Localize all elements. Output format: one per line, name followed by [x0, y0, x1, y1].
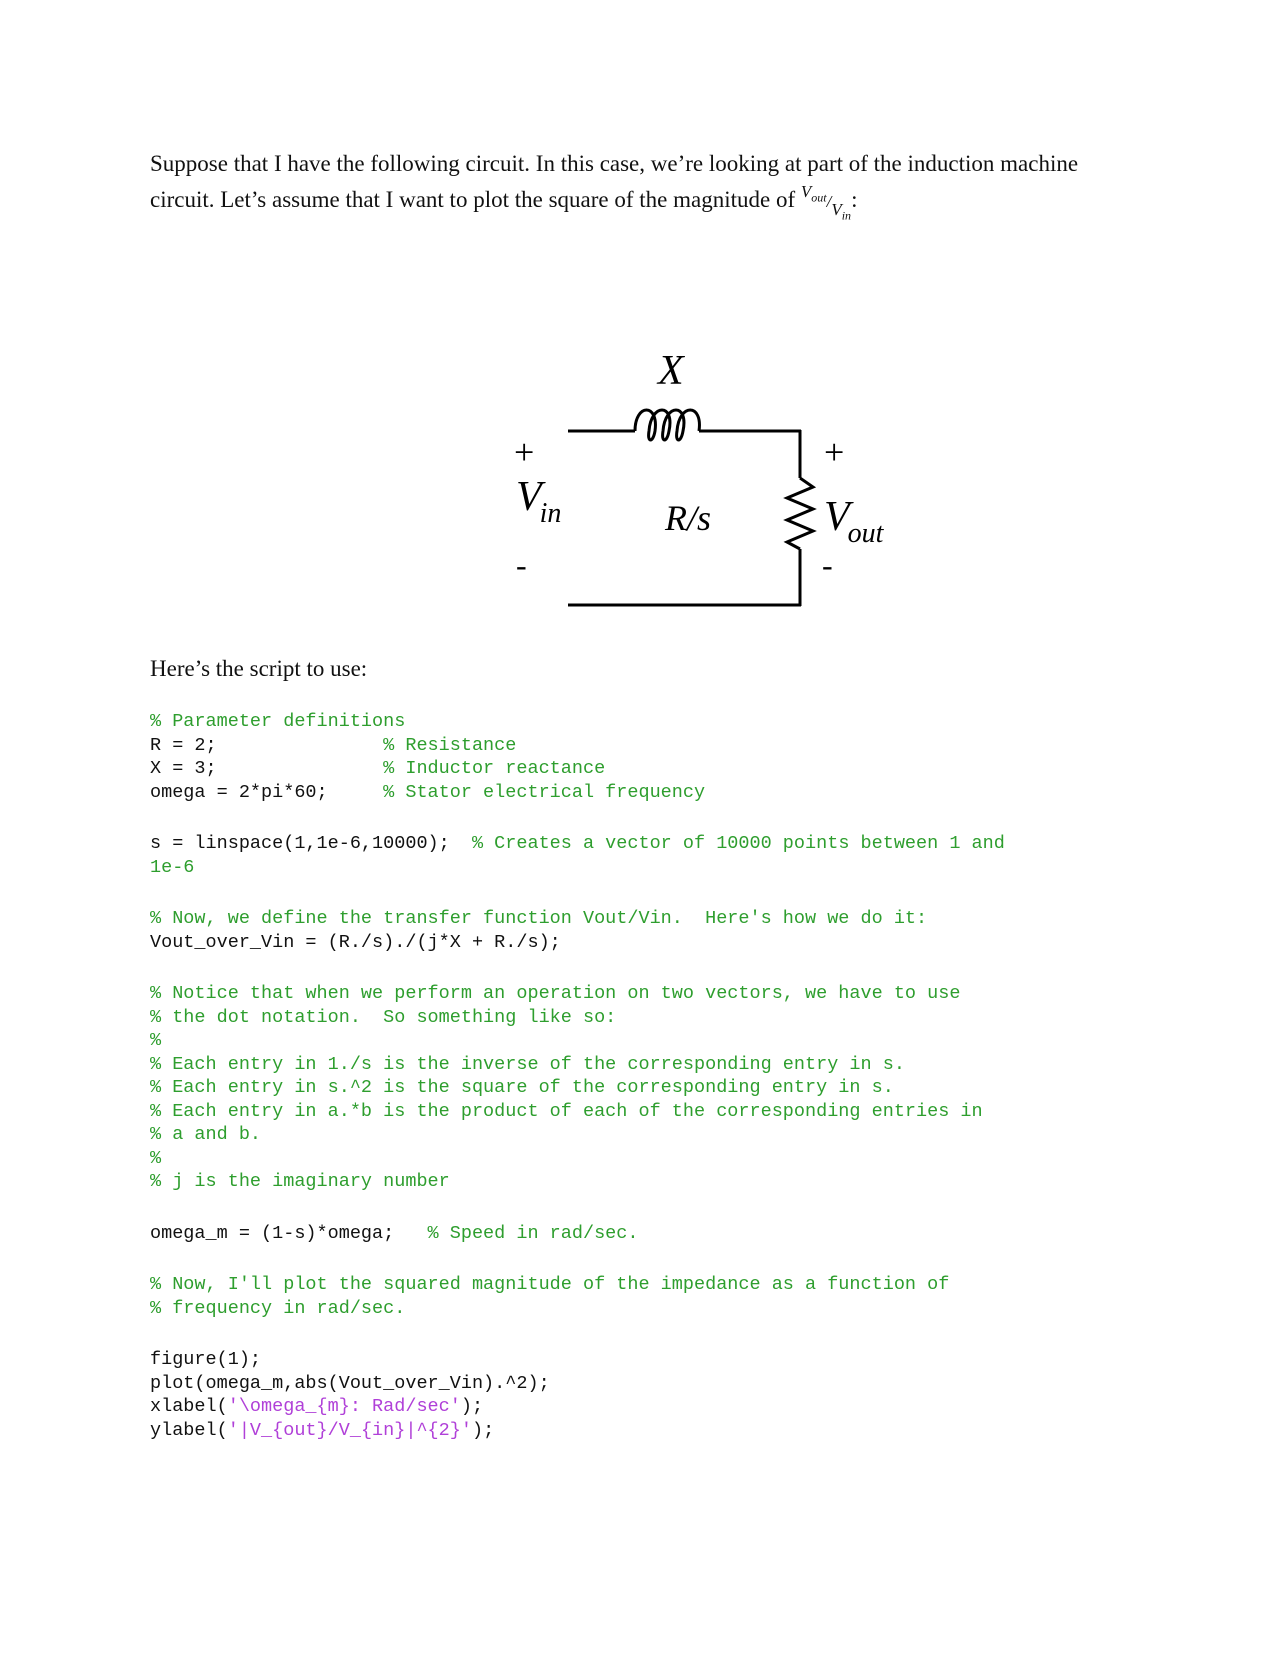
- code-comment-plot-2: % frequency in rad/sec.: [150, 1297, 406, 1319]
- minus-left: -: [516, 547, 527, 583]
- code-line-figure: figure(1);: [150, 1349, 262, 1370]
- circuit-diagram: [500, 340, 900, 615]
- code-line-s: s = linspace(1,1e-6,10000); % Creates a vector of 10000 points between 1 and: [150, 833, 1005, 854]
- code-comment-entry-2: % Each entry in s.^2 is the square of the corresponding entry in s.: [150, 1077, 894, 1098]
- code-comment-plot-1: % Now, I'll plot the squared magnitude of the impedance as a function of: [150, 1274, 950, 1295]
- code-comment-entry-3: % Each entry in a.*b is the product of each of the corresponding entries in: [150, 1100, 983, 1122]
- code-comment-percent-1: %: [150, 1030, 162, 1051]
- vin-label: Vin: [516, 474, 562, 529]
- script-intro: Here’s the script to use:: [150, 656, 368, 681]
- code-line-r: R = 2; % Resistance: [150, 734, 517, 756]
- colon: :: [851, 187, 858, 212]
- resistor-label: R/s: [665, 498, 712, 538]
- vout-over-vin-fraction: $V_{out}/V_{in}$: [800, 182, 852, 223]
- code-line-transfer: Vout_over_Vin = (R./s)./(j*X + R./s);: [150, 931, 561, 953]
- plus-left: +: [514, 432, 535, 472]
- vout-label: Vout: [824, 494, 884, 549]
- inductor-coil: [635, 410, 699, 440]
- code-comment-percent-2: %: [150, 1147, 162, 1169]
- code-comment-entry-1: % Each entry in 1./s is the inverse of the corresponding entry in s.: [150, 1053, 905, 1075]
- minus-right: -: [822, 547, 833, 583]
- code-comment-notice-2: % the dot notation. So something like so:: [150, 1006, 617, 1028]
- code-line-omega-m: omega_m = (1-s)*omega; % Speed in rad/sec.: [150, 1222, 639, 1244]
- code-line-xlabel: xlabel('\omega_{m}: Rad/sec');: [150, 1396, 484, 1417]
- code-line-x: X = 3; % Inductor reactance: [150, 758, 606, 779]
- code-comment-j: % j is the imaginary number: [150, 1171, 450, 1192]
- code-comment-define: % Now, we define the transfer function Vout/Vin. Here's how we do it:: [150, 908, 928, 929]
- intro-paragraph: [150, 146, 1130, 225]
- code-line-s-wrap: 1e-6: [150, 856, 195, 878]
- code-comment-params: % Parameter definitions: [150, 711, 406, 732]
- inductor-label: X: [658, 348, 684, 394]
- intro-line-1: Suppose that I have the following circuit. In this case, we’re looking at part of the induction machine: [150, 151, 1079, 176]
- code-line-omega: omega = 2*pi*60; % Stator electrical frequency: [150, 781, 706, 803]
- intro-line-2: circuit. Let’s assume that I want to plot the square of the magnitude of: [150, 187, 796, 212]
- code-line-plot: plot(omega_m,abs(Vout_over_Vin).^2);: [150, 1372, 550, 1394]
- resistor-zigzag: [787, 478, 813, 549]
- matlab-code-block: [150, 710, 1230, 1442]
- code-comment-entry-4: % a and b.: [150, 1124, 262, 1145]
- code-comment-notice-1: % Notice that when we perform an operation on two vectors, we have to use: [150, 983, 961, 1004]
- code-line-ylabel: ylabel('|V_{out}/V_{in}|^{2}');: [150, 1419, 495, 1441]
- plus-right: +: [824, 432, 845, 472]
